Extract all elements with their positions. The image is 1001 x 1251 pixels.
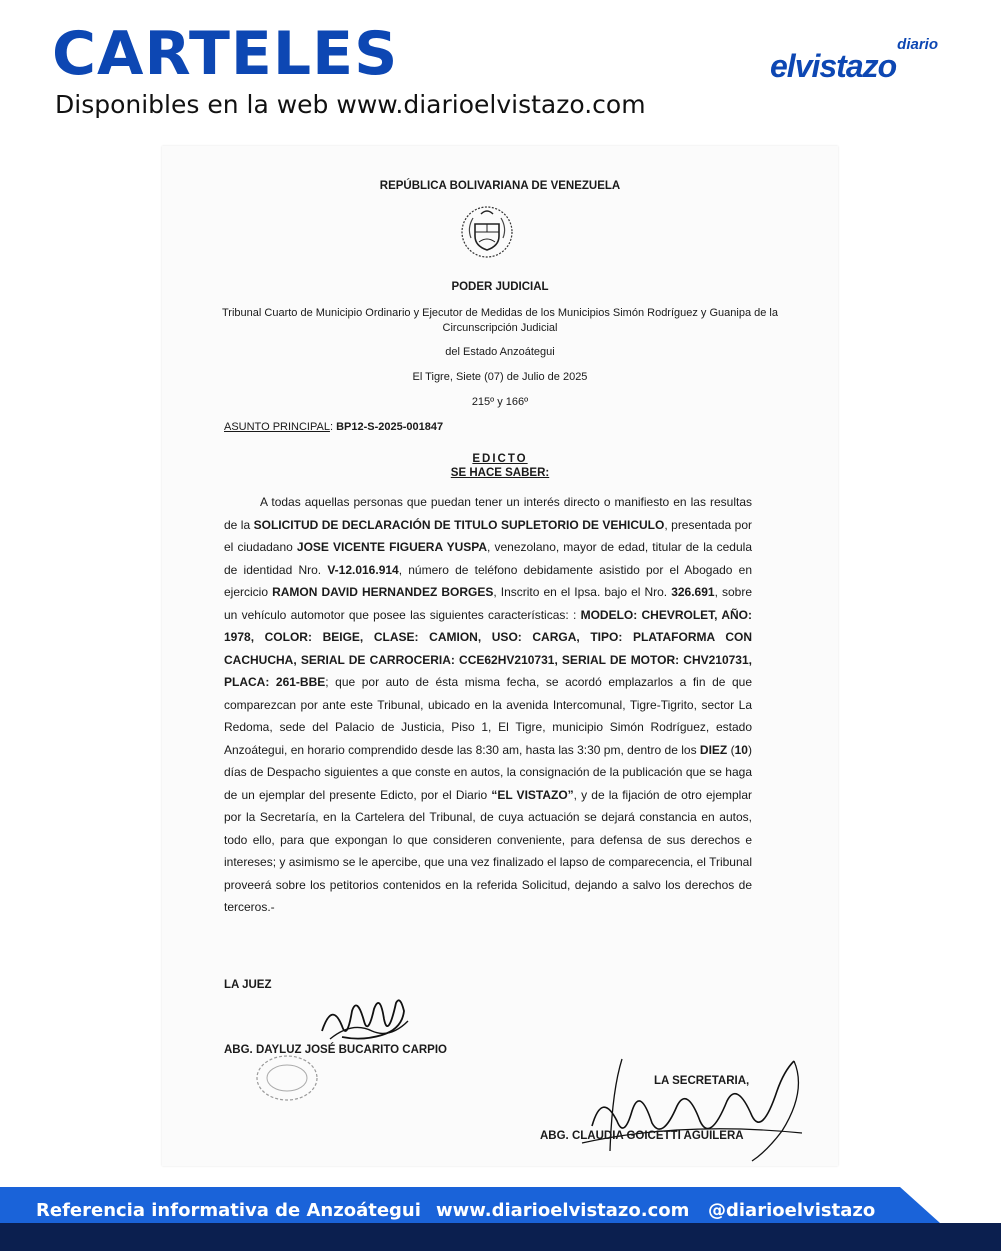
doc-anos: 215º y 166º bbox=[471, 396, 529, 408]
coat-of-arms-icon bbox=[459, 204, 515, 260]
body-bold-segment: DIEZ bbox=[699, 742, 728, 757]
body-segment: , venezolano, mayor de edad, titular de la cedula de identidad Nro. bbox=[224, 540, 752, 577]
scanned-document bbox=[162, 146, 838, 1166]
body-segment: A todas aquellas personas que puedan tener un interés directo o manifiesto en las resultas de la bbox=[224, 495, 752, 532]
judge-signature bbox=[312, 991, 412, 1046]
body-segment: ; que por auto de ésta misma fecha, se acordó emplazarlos a fin de que comparezcan por ante este Tribunal, ubicado en la avenida Intercomunal, Tigre-Tigrito, sector La Redoma, sede del Palacio de Justicia, Piso 1, El Tigre, municipio Simón Rodríguez, estado Anzoátegui, en horario comprendido desde las 8:30 am, hasta las 3:30 pm, dentro de los bbox=[224, 675, 753, 757]
doc-edicto-title: EDICTO bbox=[472, 453, 528, 465]
juez-label: LA JUEZ bbox=[224, 979, 272, 991]
secretaria-name: ABG. CLAUDIA GOICETTI AGUILERA bbox=[540, 1130, 744, 1142]
body-bold-segment: MODELO: CHEVROLET, AÑO: 1978, COLOR: BEIGE, CLASE: CAMION, USO: CARGA, TIPO: PLATAFORMA CON CACHUCHA, SERIAL DE CARROCERIA: CCE62HV210731, SERIAL DE MOTOR: CHV210731, PLACA: 261-BBE bbox=[224, 607, 752, 689]
body-bold-segment: 10 bbox=[734, 742, 748, 757]
doc-tribunal: Tribunal Cuarto de Municipio Ordinario y Ejecutor de Medidas de los Municipios Simón Rodríguez y Guanipa de la Circunscripción Judicial bbox=[222, 307, 778, 334]
body-bold-segment: V-12.016.914 bbox=[327, 562, 399, 577]
footer-website-link[interactable]: www.diarioelvistazo.com bbox=[436, 1200, 690, 1221]
body-segment: , presentada por el ciudadano bbox=[224, 517, 752, 554]
asunto-label: ASUNTO PRINCIPAL bbox=[224, 421, 330, 433]
footer-tagline: Referencia informativa de Anzoátegui bbox=[36, 1200, 421, 1221]
body-segment: , Inscrito en el Ipsa. bajo el Nro. bbox=[493, 585, 672, 599]
doc-body bbox=[224, 491, 752, 919]
doc-estado: del Estado Anzoátegui bbox=[445, 346, 555, 358]
asunto-value: BP12-S-2025-001847 bbox=[336, 421, 444, 433]
secretaria-label: LA SECRETARIA, bbox=[654, 1075, 750, 1087]
secretary-signature bbox=[562, 1051, 812, 1166]
body-bold-segment: 326.691 bbox=[671, 585, 715, 599]
body-bold-segment: JOSE VICENTE FIGUERA YUSPA bbox=[296, 540, 488, 554]
logo-main-text: elvistazo bbox=[770, 48, 897, 84]
site-logo[interactable] bbox=[770, 36, 950, 86]
body-segment: ) días de Despacho siguientes a que conste en autos, la consignación de la publicación que se haga de un ejemplar del presente Edicto, por el Diario bbox=[224, 742, 752, 802]
juez-name: ABG. DAYLUZ JOSÉ BUCARITO CARPIO bbox=[224, 1044, 447, 1056]
court-stamp bbox=[252, 1051, 322, 1106]
logo-small-text: diario bbox=[897, 36, 938, 53]
body-segment: ( bbox=[727, 742, 735, 757]
body-bold-segment: SOLICITUD DE DECLARACIÓN DE TITULO SUPLETORIO DE VEHICULO bbox=[253, 517, 665, 532]
brand-subtitle: Disponibles en la web www.diarioelvistazo.com bbox=[55, 90, 646, 119]
body-bold-segment: RAMON DAVID HERNANDEZ BORGES bbox=[272, 585, 494, 599]
footer-handle-link[interactable]: @diarioelvistazo bbox=[708, 1200, 876, 1221]
doc-poder-judicial: PODER JUDICIAL bbox=[451, 281, 549, 293]
doc-asunto: ASUNTO PRINCIPAL: BP12-S-2025-001847 bbox=[224, 421, 444, 433]
doc-se-hace-saber: SE HACE SABER: bbox=[450, 467, 550, 479]
doc-republica: REPÚBLICA BOLIVARIANA DE VENEZUELA bbox=[379, 180, 621, 192]
body-segment: , y de la fijación de otro ejemplar por la Secretaría, en la Cartelera del Tribunal, de cuya actuación se dejará constancia en autos, todo ello, para que expongan lo que consideren conveniente, para defensa de sus derechos e intereses; y asimismo se le apercibe, que una vez finalizado el lapso de comparecencia, el Tribunal proveerá sobre los petitorios contenidos en la referida Solicitud, dejando a salvo los derechos de terceros.- bbox=[224, 787, 752, 914]
body-segment: , número de teléfono debidamente asistido por el Abogado en ejercicio bbox=[224, 562, 752, 599]
body-segment: , sobre un vehículo automotor que posee las siguientes características: : bbox=[224, 585, 752, 622]
doc-fecha: El Tigre, Siete (07) de Julio de 2025 bbox=[412, 371, 588, 383]
brand-title: CARTELES bbox=[52, 19, 399, 89]
body-bold-segment: “EL VISTAZO” bbox=[491, 787, 574, 802]
